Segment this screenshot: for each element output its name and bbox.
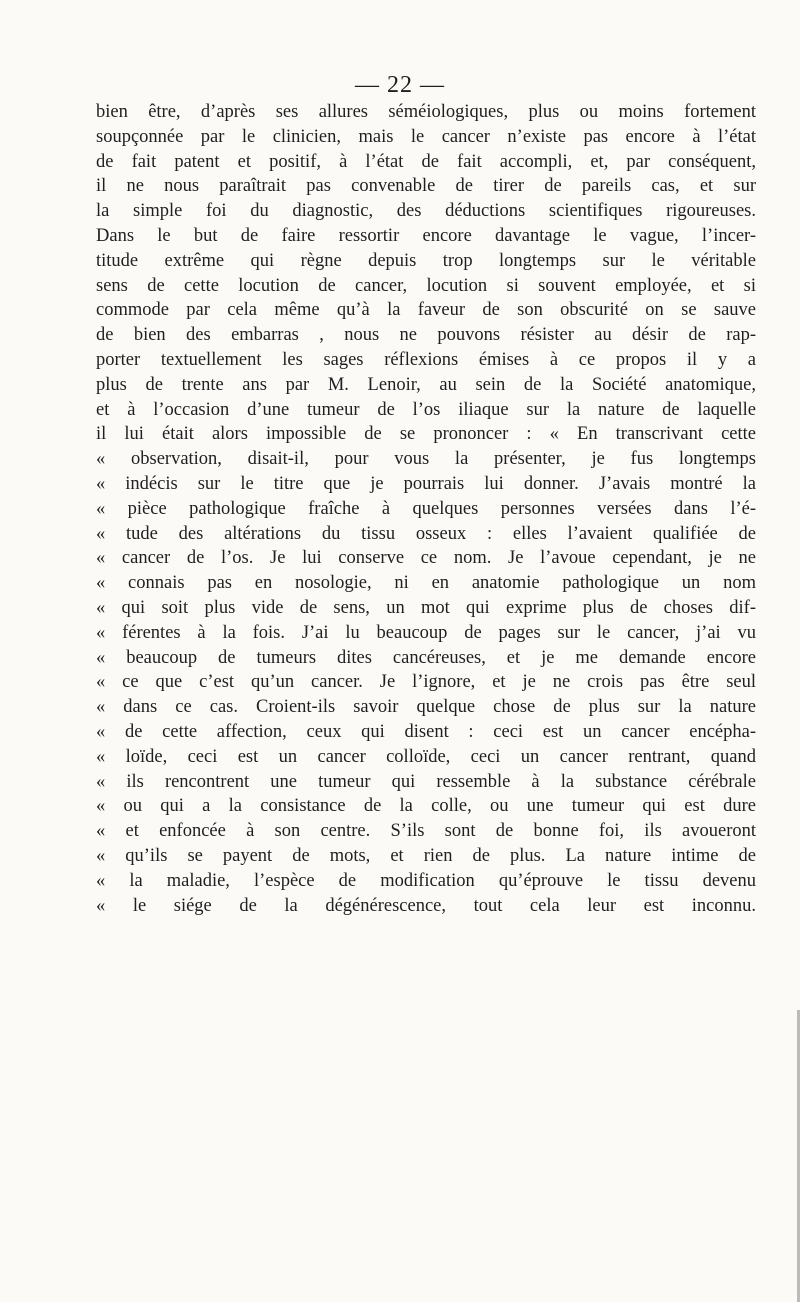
text-line: titude extrême qui règne depuis trop longtemps sur le véritable [96,250,756,271]
page-number: — 22 — [355,72,445,98]
text-line: bien être, d’après ses allures séméiologiques, plus ou moins fortement [96,102,756,122]
text-line: « loïde, ceci est un cancer colloïde, ceci un cancer rentrant, quand [96,746,756,767]
text-line: plus de trente ans par M. Lenoir, au sein de la Société anatomique, [96,374,756,395]
text-line: « cancer de l’os. Je lui conserve ce nom. Je l’avoue cependant, je ne [96,548,756,569]
text-line: « ou qui a la consistance de la colle, ou une tumeur qui est dure [96,796,756,817]
text-line: il lui était alors impossible de se prononcer : « En transcrivant cette [96,424,756,445]
text-line: et à l’occasion d’une tumeur de l’os iliaque sur la nature de laquelle [96,399,756,420]
text-line: « de cette affection, ceux qui disent : ceci est un cancer encépha- [96,721,756,742]
text-line: « et enfoncée à son centre. S’ils sont de bonne foi, ils avoueront [96,821,756,842]
text-line: « dans ce cas. Croient-ils savoir quelque chose de plus sur la nature [96,697,756,718]
text-line: « pièce pathologique fraîche à quelques personnes versées dans l’é- [96,498,756,519]
text-line: la simple foi du diagnostic, des déductions scientifiques rigoureuses. [96,201,756,222]
text-line: « ils rencontrent une tumeur qui ressemble à la substance cérébrale [96,771,756,792]
text-line: Dans le but de faire ressortir encore davantage le vague, l’incer- [96,225,756,246]
text-line: « observation, disait-il, pour vous la présenter, je fus longtemps [96,449,756,470]
text-line: de fait patent et positif, à l’état de fait accompli, et, par conséquent, [96,151,756,172]
text-line: « qui soit plus vide de sens, un mot qui exprime plus de choses dif- [96,597,756,618]
text-line: « qu’ils se payent de mots, et rien de plus. La nature intime de [96,845,756,866]
text-line: « le siége de la dégénérescence, tout cela leur est inconnu. [96,895,756,916]
text-line: « connais pas en nosologie, ni en anatomie pathologique un nom [96,573,756,594]
text-line: il ne nous paraîtrait pas convenable de tirer de pareils cas, et sur [96,176,756,197]
text-line: « beaucoup de tumeurs dites cancéreuses, et je me demande encore [96,647,756,668]
text-line: porter textuellement les sages réflexions émises à ce propos il y a [96,349,756,370]
text-line: « indécis sur le titre que je pourrais lui donner. J’avais montré la [96,473,756,494]
text-line: soupçonnée par le clinicien, mais le cancer n’existe pas encore à l’état [96,126,756,147]
text-line: de bien des embarras , nous ne pouvons résister au désir de rap- [96,325,756,346]
body-text [96,100,756,918]
text-line: « ce que c’est qu’un cancer. Je l’ignore, et je ne crois pas être seul [96,672,756,693]
text-line: commode par cela même qu’à la faveur de son obscurité on se sauve [96,300,756,321]
text-line: « la maladie, l’espèce de modification qu’éprouve le tissu devenu [96,870,756,891]
text-line: sens de cette locution de cancer, locution si souvent employée, et si [96,275,756,296]
text-line: « tude des altérations du tissu osseux : elles l’avaient qualifiée de [96,523,756,544]
text-line: « férentes à la fois. J’ai lu beaucoup de pages sur le cancer, j’ai vu [96,622,756,643]
